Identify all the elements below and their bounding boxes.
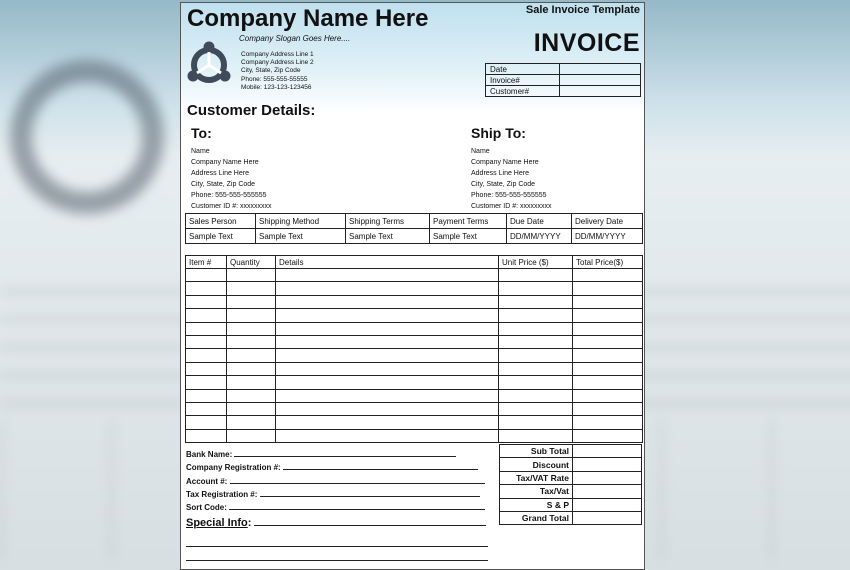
item-cell[interactable]: [499, 429, 573, 442]
item-cell[interactable]: [227, 295, 276, 308]
invoice-number-label: Invoice#: [486, 75, 560, 86]
item-row: [186, 349, 643, 362]
address-line: Mobile: 123-123-123456: [241, 83, 312, 91]
item-cell[interactable]: [227, 389, 276, 402]
bank-name-row: [186, 448, 485, 461]
item-cell[interactable]: [499, 282, 573, 295]
company-reg-row: [186, 461, 485, 474]
account-label: Account #:: [186, 476, 228, 486]
items-header: Unit Price ($): [499, 256, 573, 269]
item-cell[interactable]: [186, 322, 227, 335]
item-cell[interactable]: [227, 416, 276, 429]
item-cell[interactable]: [227, 335, 276, 348]
item-cell[interactable]: [573, 322, 643, 335]
item-cell[interactable]: [499, 402, 573, 415]
item-cell[interactable]: [227, 282, 276, 295]
item-cell[interactable]: [276, 429, 499, 442]
item-cell[interactable]: [227, 309, 276, 322]
tax-rate-value[interactable]: [573, 471, 642, 484]
blank-line[interactable]: [186, 533, 488, 547]
address-line: Phone: 555-555-55555: [241, 75, 308, 83]
items-header: Details: [276, 256, 499, 269]
shipping-value[interactable]: Sample Text: [430, 229, 507, 244]
sub-total-label: Sub Total: [500, 445, 573, 458]
special-info-field[interactable]: [254, 516, 486, 526]
item-cell[interactable]: [573, 295, 643, 308]
shipping-header: Payment Terms: [430, 214, 507, 229]
sort-code-field[interactable]: [229, 501, 485, 510]
item-row: [186, 416, 643, 429]
template-title: Sale Invoice Template: [525, 4, 640, 16]
shipping-header: Shipping Terms: [346, 214, 430, 229]
item-cell[interactable]: [276, 416, 499, 429]
to-line: City, State, Zip Code: [191, 180, 256, 188]
ship-to-address-block: [471, 147, 552, 212]
shipping-table: [185, 213, 643, 244]
item-cell[interactable]: [186, 416, 227, 429]
grand-total-label: Grand Total: [500, 511, 573, 524]
item-cell[interactable]: [573, 389, 643, 402]
item-cell[interactable]: [186, 295, 227, 308]
s-and-p-value[interactable]: [573, 498, 642, 511]
blank-line[interactable]: [186, 561, 488, 570]
grand-total-value[interactable]: [573, 511, 642, 524]
ship-to-line: Name: [471, 148, 490, 155]
invoice-number-field[interactable]: [560, 75, 641, 86]
item-cell[interactable]: [276, 389, 499, 402]
special-info-label: Special Info: [186, 517, 248, 529]
item-row: [186, 322, 643, 335]
tax-rate-label: Tax/VAT Rate: [500, 471, 573, 484]
item-row: [186, 376, 643, 389]
invoice-title: INVOICE: [533, 29, 640, 57]
shipping-header: Due Date: [507, 214, 572, 229]
item-cell[interactable]: [573, 362, 643, 375]
ship-to-line: Phone: 555-555-555555: [471, 191, 547, 199]
to-line: Company Name Here: [191, 158, 259, 166]
customer-number-label: Customer#: [486, 86, 560, 97]
item-cell[interactable]: [227, 349, 276, 362]
item-cell[interactable]: [276, 295, 499, 308]
item-cell[interactable]: [573, 282, 643, 295]
item-cell[interactable]: [227, 402, 276, 415]
item-cell[interactable]: [276, 269, 499, 282]
item-row: [186, 269, 643, 282]
shipping-value[interactable]: Sample Text: [346, 229, 430, 244]
item-cell[interactable]: [276, 282, 499, 295]
item-row: [186, 335, 643, 348]
address-line: City, State, Zip Code: [241, 67, 301, 75]
company-name: Company Name Here: [187, 5, 429, 32]
item-row: [186, 389, 643, 402]
customer-number-field[interactable]: [560, 86, 641, 97]
item-cell[interactable]: [227, 269, 276, 282]
item-cell[interactable]: [573, 309, 643, 322]
item-cell[interactable]: [573, 402, 643, 415]
to-heading: To:: [191, 125, 212, 141]
address-line: Company Address Line 2: [241, 59, 314, 67]
account-field[interactable]: [230, 475, 485, 484]
item-cell[interactable]: [186, 269, 227, 282]
customer-details-heading: Customer Details:: [187, 102, 316, 119]
shipping-value[interactable]: DD/MM/YYYY: [507, 229, 572, 244]
shipping-value[interactable]: Sample Text: [186, 229, 256, 244]
date-label: Date: [486, 64, 560, 75]
item-cell[interactable]: [186, 429, 227, 442]
ship-to-line: Company Name Here: [471, 158, 539, 166]
item-cell[interactable]: [276, 402, 499, 415]
special-info-lines[interactable]: [186, 533, 488, 570]
item-cell[interactable]: [499, 295, 573, 308]
item-cell[interactable]: [186, 389, 227, 402]
item-cell[interactable]: [227, 322, 276, 335]
item-cell[interactable]: [499, 389, 573, 402]
tax-value[interactable]: [573, 485, 642, 498]
item-cell[interactable]: [499, 376, 573, 389]
to-line: Name: [191, 148, 210, 155]
item-cell[interactable]: [499, 309, 573, 322]
item-row: [186, 282, 643, 295]
item-cell[interactable]: [276, 335, 499, 348]
item-cell[interactable]: [186, 335, 227, 348]
blank-line[interactable]: [186, 547, 488, 561]
shipping-value[interactable]: Sample Text: [256, 229, 346, 244]
item-cell[interactable]: [499, 416, 573, 429]
shipping-header: Shipping Method: [256, 214, 346, 229]
item-cell[interactable]: [186, 349, 227, 362]
date-field[interactable]: [560, 64, 641, 75]
company-logo-icon: [184, 38, 234, 88]
special-info-row: Special Info:: [186, 516, 486, 529]
ship-to-line: Customer ID #: xxxxxxxxx: [471, 202, 552, 210]
item-cell[interactable]: [186, 362, 227, 375]
item-cell[interactable]: [573, 429, 643, 442]
item-row: [186, 429, 643, 442]
item-cell[interactable]: [499, 269, 573, 282]
items-header: Total Price($): [573, 256, 643, 269]
company-slogan: Company Slogan Goes Here....: [239, 34, 351, 43]
address-line: Company Address Line 1: [241, 51, 314, 58]
item-cell[interactable]: [573, 376, 643, 389]
sort-code-row: [186, 501, 485, 514]
item-cell[interactable]: [276, 322, 499, 335]
item-cell[interactable]: [499, 349, 573, 362]
ship-to-heading: Ship To:: [471, 125, 526, 141]
item-cell[interactable]: [573, 416, 643, 429]
to-line: Customer ID #: xxxxxxxxx: [191, 202, 272, 210]
item-cell[interactable]: [573, 349, 643, 362]
bank-name-label: Bank Name:: [186, 450, 233, 459]
shipping-value[interactable]: DD/MM/YYYY: [572, 229, 643, 244]
item-cell[interactable]: [276, 309, 499, 322]
bank-details: [186, 448, 485, 514]
item-cell[interactable]: [276, 349, 499, 362]
item-cell[interactable]: [227, 376, 276, 389]
items-table: [185, 255, 643, 443]
item-cell[interactable]: [276, 376, 499, 389]
item-cell[interactable]: [573, 269, 643, 282]
company-reg-field[interactable]: [283, 461, 478, 470]
ship-to-line: City, State, Zip Code: [471, 180, 536, 188]
item-cell[interactable]: [186, 309, 227, 322]
invoice-meta-table: [485, 63, 641, 97]
ship-to-line: Address Line Here: [471, 169, 529, 177]
items-header: Item #: [186, 256, 227, 269]
item-cell[interactable]: [499, 322, 573, 335]
sort-code-label: Sort Code:: [186, 503, 227, 513]
item-cell[interactable]: [186, 402, 227, 415]
account-row: [186, 475, 485, 488]
item-cell[interactable]: [499, 362, 573, 375]
item-row: [186, 402, 643, 415]
to-line: Phone: 555-555-555555: [191, 191, 267, 199]
item-row: [186, 309, 643, 322]
item-cell[interactable]: [573, 335, 643, 348]
to-address-block: [191, 147, 272, 212]
items-header: Quantity: [227, 256, 276, 269]
item-row: [186, 362, 643, 375]
tax-label: Tax/Vat: [500, 485, 573, 498]
item-cell[interactable]: [276, 362, 499, 375]
discount-label: Discount: [500, 458, 573, 471]
item-cell[interactable]: [186, 376, 227, 389]
bank-name-field[interactable]: [234, 448, 456, 457]
to-line: Address Line Here: [191, 169, 249, 177]
tax-reg-field[interactable]: [260, 488, 480, 497]
item-row: [186, 295, 643, 308]
item-cell[interactable]: [186, 282, 227, 295]
shipping-header: Sales Person: [186, 214, 256, 229]
tax-reg-row: [186, 488, 485, 501]
item-cell[interactable]: [227, 362, 276, 375]
company-reg-label: Company Registration #:: [186, 463, 281, 473]
item-cell[interactable]: [227, 429, 276, 442]
sub-total-value[interactable]: [573, 445, 642, 458]
s-and-p-label: S & P: [500, 498, 573, 511]
company-address: [241, 51, 314, 92]
shipping-header: Delivery Date: [572, 214, 643, 229]
item-cell[interactable]: [499, 335, 573, 348]
tax-reg-label: Tax Registration #:: [186, 489, 258, 499]
discount-value[interactable]: [573, 458, 642, 471]
invoice-page: [180, 2, 645, 570]
totals-table: [499, 444, 642, 525]
